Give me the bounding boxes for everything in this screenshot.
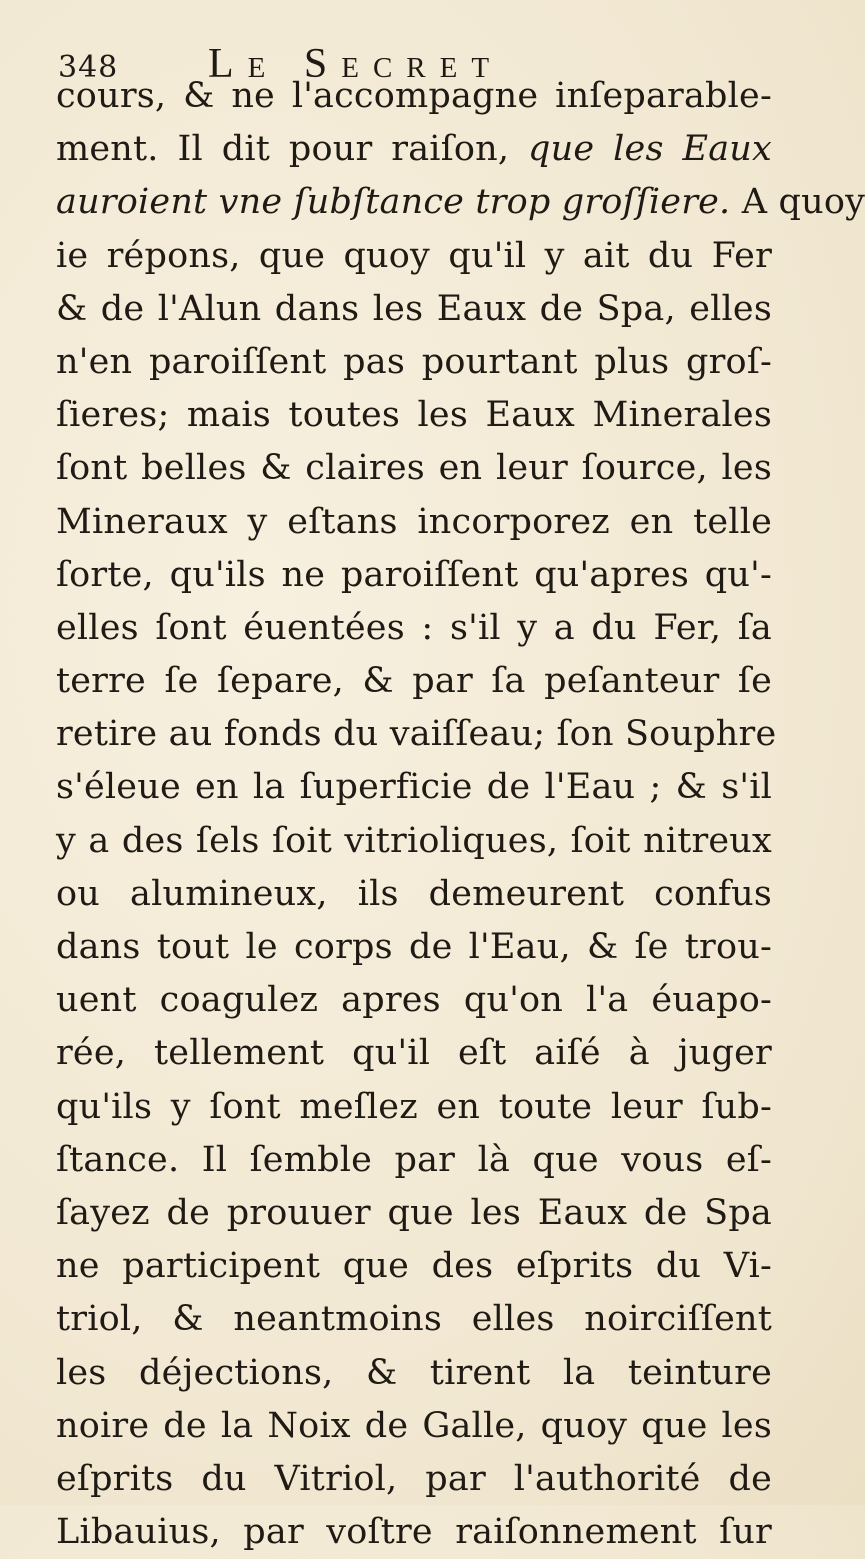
- page-number: 348: [58, 50, 119, 85]
- text-line: ſieres; mais toutes les Eaux Minerales: [56, 395, 772, 436]
- body-text: [56, 70, 865, 1559]
- text-line: auroient vne ſubſtance trop groſſiere. A quoy: [56, 182, 865, 223]
- text-line: uent coagulez apres qu'on l'a éuapo-: [56, 980, 772, 1021]
- text-line: qu'ils y ſont meſlez en toute leur ſub-: [56, 1086, 772, 1127]
- text-line: ſont belles & claires en leur ſource, les: [56, 448, 772, 489]
- text-line: noire de la Noix de Galle, quoy que les: [56, 1405, 772, 1446]
- text-line: ſtance. Il ſemble par là que vous eſ-: [56, 1139, 772, 1180]
- text-line: cours, & ne l'accompagne inſeparable-: [56, 76, 772, 116]
- text-line: n'en paroiſſent pas pourtant plus groſ-: [56, 341, 772, 382]
- running-title: Le Secret: [208, 41, 504, 87]
- text-line: retire au fonds du vaiſſeau; ſon Souphre: [56, 714, 777, 755]
- text-line: ne participent que des eſprits du Vi-: [56, 1246, 772, 1287]
- text-line: eſprits du Vitriol, par l'authorité de: [56, 1458, 772, 1499]
- text-line: rée, tellement qu'il eſt aiſé à juger: [56, 1033, 772, 1074]
- text-line: ſayez de prouuer que les Eaux de Spa: [56, 1192, 772, 1233]
- text-line: dans tout le corps de l'Eau, & ſe trou-: [56, 927, 772, 967]
- text-line: ment. Il dit pour raiſon, que les Eaux: [56, 129, 772, 170]
- text-line: ſorte, qu'ils ne paroiſſent qu'apres qu'-: [56, 554, 772, 595]
- text-line: Mineraux y eſtans incorporez en telle: [56, 501, 772, 542]
- text-line: ou alumineux, ils demeurent confus: [56, 873, 772, 914]
- text-line: Libauius, par voſtre raiſonnement ſur: [56, 1512, 772, 1553]
- text-line: les déjections, & tirent la teinture: [56, 1352, 772, 1393]
- text-line: ie répons, que quoy qu'il y ait du Fer: [56, 235, 772, 276]
- text-line: terre ſe ſepare, & par ſa peſanteur ſe: [56, 661, 772, 702]
- text-line: triol, & neantmoins elles noirciſſent: [56, 1299, 772, 1340]
- text-line: y a des ſels ſoit vitrioliques, ſoit nitreux: [56, 820, 772, 861]
- text-line: elles ſont éuentées : s'il y a du Fer, ſa: [56, 607, 772, 648]
- text-line: & de l'Alun dans les Eaux de Spa, elles: [56, 288, 772, 329]
- text-line: s'éleue en la ſuperficie de l'Eau ; & s'il: [56, 767, 772, 808]
